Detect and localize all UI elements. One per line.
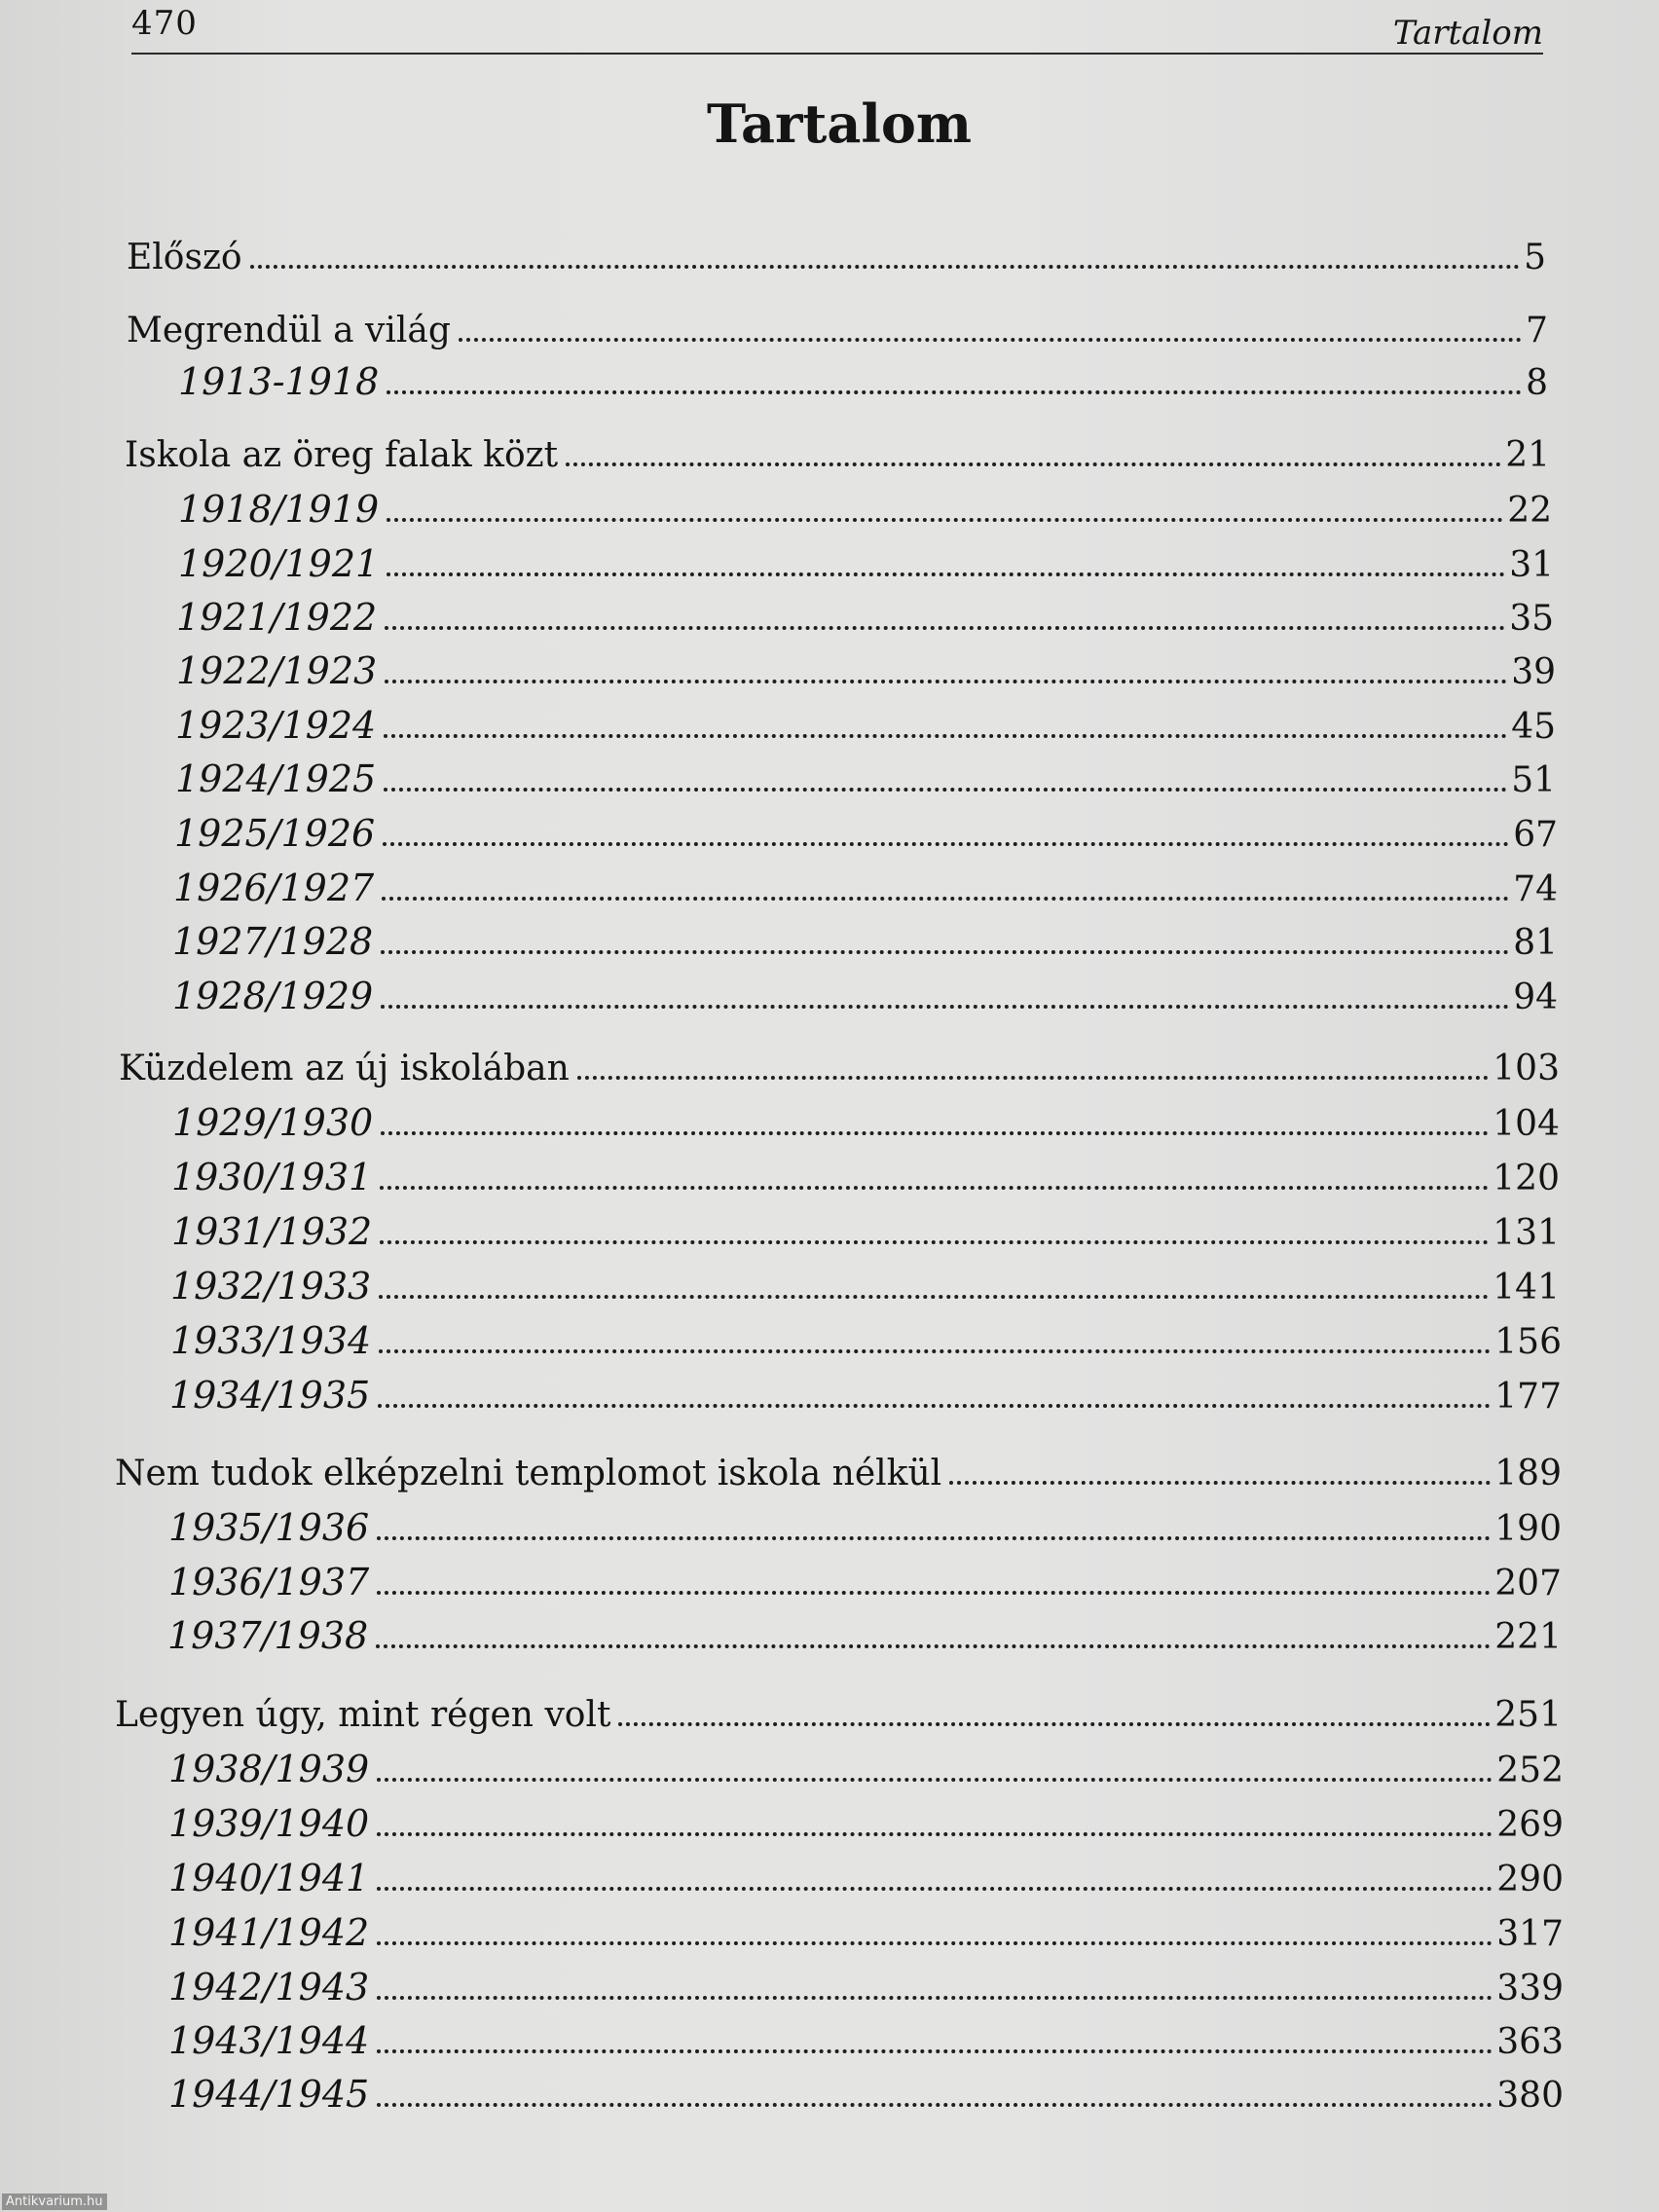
toc-entry-page-number: 131 — [1493, 1213, 1560, 1253]
dot-leader — [377, 1591, 1491, 1595]
toc-entry-page-number: 156 — [1494, 1322, 1562, 1362]
toc-entry-label: 1926/1927 — [173, 866, 375, 909]
toc-entry-label: 1932/1933 — [170, 1265, 372, 1308]
toc-entry-label: 1941/1942 — [168, 1911, 370, 1954]
running-title: Tartalom — [1392, 14, 1543, 53]
toc-subentry — [168, 2075, 1564, 2116]
dot-leader — [378, 1404, 1491, 1408]
toc-entry-label: Küzdelem az új iskolában — [119, 1049, 570, 1088]
toc-subentry — [168, 1913, 1564, 1954]
toc-entry-label: 1942/1943 — [168, 1966, 370, 2009]
toc-entry-label: 1930/1931 — [171, 1156, 373, 1198]
dot-leader — [380, 1186, 1489, 1190]
toc-entry-page-number: 120 — [1493, 1159, 1560, 1198]
dot-leader — [377, 1941, 1493, 1945]
toc-entry-page-number: 39 — [1511, 652, 1556, 692]
dot-leader — [385, 680, 1507, 683]
toc-entry-page-number: 339 — [1496, 1969, 1564, 2009]
toc-entry-label: 1935/1936 — [168, 1506, 370, 1549]
toc-entry-label: 1943/1944 — [168, 2019, 370, 2062]
toc-entry-label: 1933/1934 — [170, 1319, 372, 1362]
toc-subentry — [170, 1267, 1560, 1308]
toc-subentry — [168, 1563, 1562, 1604]
dot-leader — [377, 1778, 1493, 1782]
toc-entry-label: 1931/1932 — [171, 1210, 373, 1253]
dot-leader — [377, 2049, 1493, 2053]
toc-entry-page-number: 35 — [1509, 599, 1554, 639]
page-number: 470 — [131, 4, 198, 43]
toc-entry-page-number: 81 — [1513, 923, 1558, 963]
toc-entry-page-number: 207 — [1494, 1564, 1562, 1604]
toc-subentry — [176, 598, 1554, 639]
dot-leader — [381, 1131, 1489, 1135]
toc-subentry — [176, 651, 1556, 692]
toc-subentry — [172, 1103, 1560, 1144]
dot-leader — [379, 1349, 1491, 1353]
toc-entry-page-number: 31 — [1509, 545, 1554, 585]
toc-entry-label: 1918/1919 — [178, 488, 380, 531]
toc-entry-page-number: 317 — [1496, 1914, 1564, 1954]
toc-entry-page-number: 290 — [1496, 1860, 1564, 1899]
dot-leader — [383, 842, 1509, 846]
dot-leader — [618, 1722, 1491, 1726]
toc-chapter-entry — [115, 1455, 1562, 1493]
toc-entry-page-number: 251 — [1494, 1695, 1562, 1735]
toc-chapter-entry — [125, 436, 1550, 475]
toc-entry-page-number: 269 — [1496, 1805, 1564, 1845]
dot-leader — [577, 1076, 1489, 1080]
toc-entry-label: 1940/1941 — [168, 1857, 370, 1899]
dot-leader — [376, 1644, 1491, 1648]
toc-entry-label: 1937/1938 — [167, 1614, 369, 1657]
toc-subentry — [167, 1616, 1562, 1657]
toc-entry-page-number: 380 — [1496, 2076, 1564, 2116]
toc-entry-page-number: 104 — [1493, 1104, 1560, 1144]
toc-entry-label: Iskola az öreg falak közt — [125, 435, 559, 475]
toc-entry-label: 1936/1937 — [168, 1561, 370, 1604]
toc-entry-label: Megrendül a világ — [127, 311, 451, 350]
toc-entry-page-number: 8 — [1526, 363, 1548, 403]
toc-entry-label: 1925/1926 — [174, 812, 376, 855]
toc-subentry — [175, 759, 1556, 800]
toc-entry-page-number: 67 — [1513, 815, 1558, 855]
toc-subentry — [168, 2021, 1564, 2062]
dot-leader — [385, 626, 1505, 630]
toc-entry-label: 1913-1918 — [178, 360, 380, 403]
toc-entry-label: Legyen úgy, mint régen volt — [115, 1695, 611, 1735]
dot-leader — [566, 462, 1501, 466]
dot-leader — [459, 338, 1522, 342]
dot-leader — [377, 1536, 1491, 1540]
toc-entry-label: 1922/1923 — [176, 649, 378, 692]
toc-entry-page-number: 252 — [1496, 1751, 1564, 1790]
dot-leader — [384, 788, 1507, 792]
dot-leader — [387, 390, 1522, 394]
toc-subentry — [174, 814, 1558, 855]
toc-chapter-entry — [127, 312, 1548, 350]
dot-leader — [377, 2103, 1493, 2107]
toc-entry-page-number: 7 — [1526, 311, 1548, 350]
toc-entry-page-number: 74 — [1513, 869, 1558, 909]
toc-chapter-entry — [119, 1050, 1560, 1088]
toc-entry-label: 1934/1935 — [169, 1374, 371, 1417]
toc-entry-label: 1939/1940 — [168, 1802, 370, 1845]
dot-leader — [949, 1481, 1491, 1485]
watermark: Antikvarium.hu — [2, 2194, 107, 2210]
toc-subentry — [168, 1968, 1564, 2009]
toc-subentry — [171, 1212, 1560, 1253]
toc-subentry — [175, 706, 1556, 747]
dot-leader — [377, 1887, 1493, 1891]
toc-entry-page-number: 103 — [1493, 1049, 1560, 1088]
toc-entry-label: Nem tudok elképzelni templomot iskola nélkül — [115, 1454, 942, 1493]
page-title: Tartalom — [706, 92, 973, 155]
toc-entry-page-number: 45 — [1511, 707, 1556, 747]
toc-entry-label: 1944/1945 — [168, 2073, 370, 2116]
toc-entry-page-number: 5 — [1524, 238, 1546, 277]
toc-subentry — [178, 362, 1548, 403]
toc-entry-label: 1928/1929 — [172, 975, 374, 1017]
dot-leader — [250, 265, 1521, 269]
dot-leader — [380, 1240, 1489, 1244]
toc-entry-page-number: 190 — [1494, 1509, 1562, 1549]
dot-leader — [387, 518, 1503, 522]
toc-subentry — [168, 1750, 1564, 1790]
toc-subentry — [178, 490, 1552, 531]
toc-chapter-entry — [115, 1696, 1562, 1735]
toc-entry-label: 1929/1930 — [172, 1101, 374, 1144]
toc-chapter-entry — [127, 239, 1546, 277]
toc-entry-page-number: 221 — [1494, 1617, 1562, 1657]
toc-entry-page-number: 189 — [1494, 1454, 1562, 1493]
toc-entry-label: 1921/1922 — [176, 596, 378, 639]
toc-entry-page-number: 94 — [1513, 977, 1558, 1017]
toc-entry-page-number: 177 — [1494, 1377, 1562, 1417]
toc-entry-label: 1924/1925 — [175, 757, 377, 800]
toc-entry-label: 1923/1924 — [175, 704, 377, 747]
dot-leader — [382, 897, 1509, 901]
toc-subentry — [178, 544, 1554, 585]
toc-subentry — [172, 922, 1558, 963]
toc-entry-page-number: 22 — [1507, 491, 1552, 531]
toc-entry-label: 1938/1939 — [168, 1748, 370, 1790]
toc-subentry — [173, 868, 1558, 909]
toc-entry-page-number: 21 — [1505, 435, 1550, 475]
dot-leader — [384, 734, 1507, 738]
toc-subentry — [168, 1508, 1562, 1549]
toc-subentry — [168, 1859, 1564, 1899]
toc-subentry — [172, 977, 1558, 1017]
dot-leader — [377, 1832, 1493, 1836]
toc-subentry — [168, 1804, 1564, 1845]
dot-leader — [379, 1295, 1489, 1299]
toc-entry-label: Előszó — [127, 238, 242, 277]
toc-entry-label: 1920/1921 — [178, 542, 380, 585]
dot-leader — [377, 1996, 1493, 2000]
dot-leader — [381, 950, 1509, 954]
toc-entry-page-number: 141 — [1493, 1268, 1560, 1308]
toc-subentry — [171, 1158, 1560, 1198]
toc-entry-page-number: 51 — [1511, 760, 1556, 800]
dot-leader — [387, 572, 1505, 576]
toc-subentry — [170, 1321, 1562, 1362]
dot-leader — [381, 1005, 1509, 1009]
toc-entry-page-number: 363 — [1496, 2022, 1564, 2062]
toc-entry-label: 1927/1928 — [172, 920, 374, 963]
toc-subentry — [169, 1376, 1562, 1417]
